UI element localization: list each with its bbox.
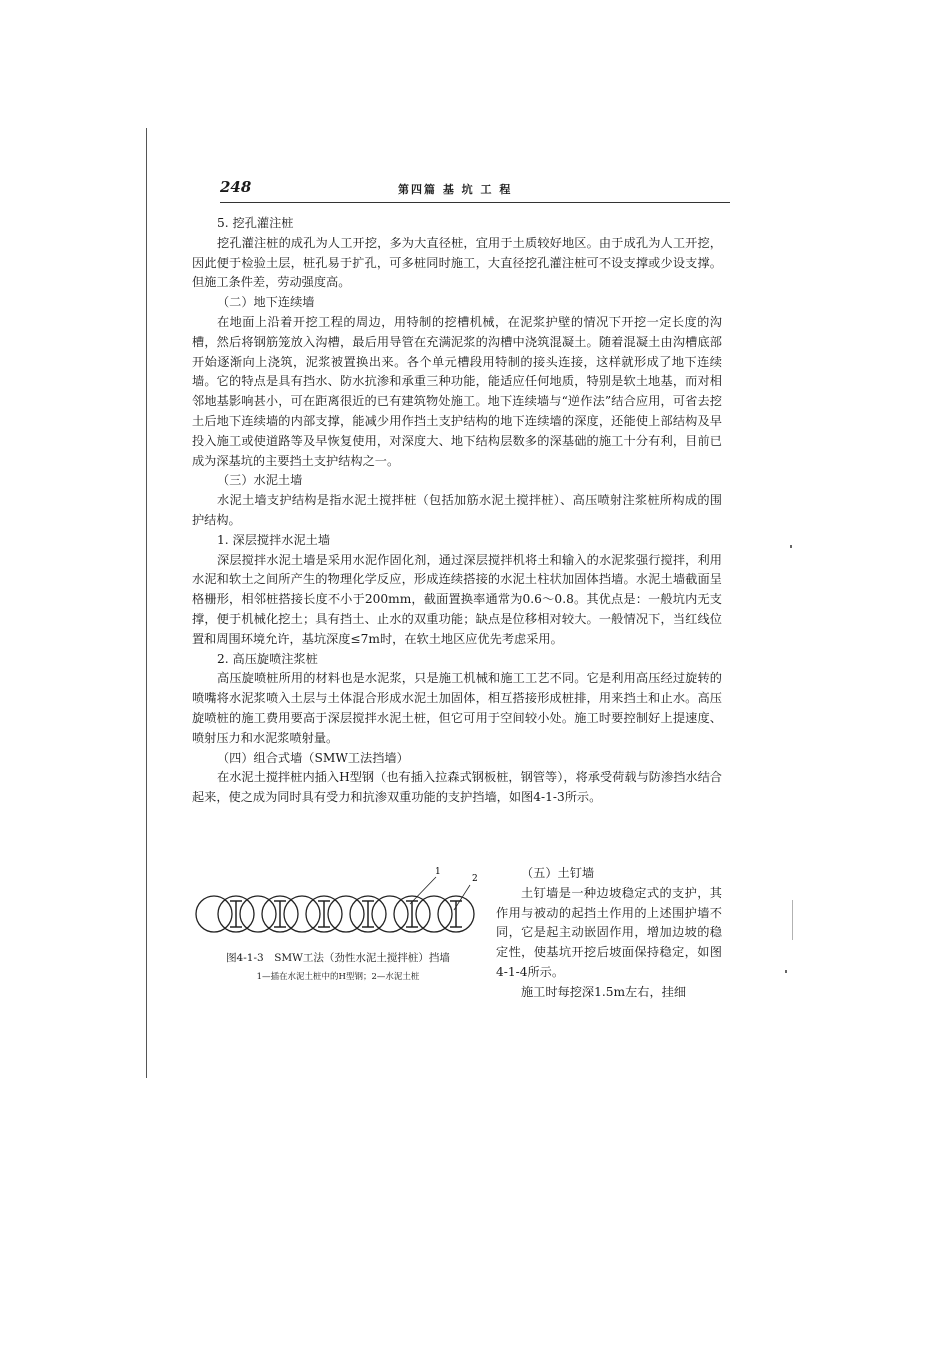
figure-legend: 1—插在水泥土桩中的H型钢；2—水泥土桩 [256,972,420,982]
scan-speck [792,900,793,940]
paragraph-deep-mixing: 深层搅拌水泥土墙是采用水泥作固化剂，通过深层搅拌机将土和输入的水泥浆强行搅拌，利用水泥和软土之间所产生的物理化学反应，形成连续搭接的水泥土柱状加固体挡墙。水泥土墙截面呈格栅形，相邻桩搭接长度不小于200mm，截面置换率通常为0.6～0.8。其优点是：一般坑内无支撑，便于机械化挖土；具有挡土、止水的双重功能；缺点是位移相对较大。一般情况下，当红线位置和周围环境允许，基坑深度≤7m时，在软土地区应优先考虑采用。 [192,552,722,646]
heading-deep-mixing: 1. 深层搅拌水泥土墙 [217,532,331,547]
right-column-text [496,864,722,1003]
heading-bored-pile: 5. 挖孔灌注桩 [217,216,294,230]
heading-smw-wall: （四）组合式墙（SMW工法挡墙） [217,750,409,765]
header-rule [220,202,730,203]
figure-label-1: 1 [435,867,441,877]
paragraph-soil-nail-wall: 土钉墙是一种边坡稳定式的支护，其作用与被动的起挡土作用的上述围护墙不同，它是起主动嵌固作用，增加边坡的稳定性，使基坑开挖后坡面保持稳定，如图4-1-4所示。 [496,885,722,979]
cement-soil-pile [196,896,232,932]
smw-wall-diagram [192,864,484,948]
heading-jet-grouting: 2. 高压旋喷注浆桩 [217,651,318,666]
scan-speck [790,545,792,548]
cement-soil-pile [328,896,364,932]
cement-soil-pile [240,896,276,932]
heading-cement-soil-wall: （三）水泥土墙 [217,473,303,488]
paragraph-soil-nail-construction: 施工时每挖深1.5m左右，挂细 [521,984,687,999]
figure-caption: 图4-1-3 SMW工法（劲性水泥土搅拌桩）挡墙 [226,952,450,964]
figure-label-2: 2 [472,874,478,884]
heading-soil-nail-wall: （五）土钉墙 [521,866,595,880]
cement-soil-pile [284,896,320,932]
scan-speck [785,970,787,973]
body-text [192,214,722,808]
heading-diaphragm-wall: （二）地下连续墙 [217,295,315,310]
paragraph-jet-grouting: 高压旋喷桩所用的材料也是水泥浆，只是施工机械和施工工艺不同。它是利用高压经过旋转的喷嘴将水泥浆喷入土层与土体混合形成水泥土加固体，相互搭接形成桩排，用来挡土和止水。高压旋喷桩的施工费用要高于深层搅拌水泥土桩，但它可用于空间较小处。施工时要控制好上提速度、喷射压力和水泥浆喷射量。 [192,671,722,745]
paragraph-bored-pile: 挖孔灌注桩的成孔为人工开挖，多为大直径桩，宜用于土质较好地区。由于成孔为人工开挖，因此便于检验土层，桩孔易于扩孔，可多桩同时施工，大直径挖孔灌注桩可不设支撑或少设支撑。但施工条件差，劳动强度高。 [192,235,722,290]
cement-soil-pile [372,896,408,932]
leader-line-2 [454,885,470,910]
figure-smw-wall [192,864,484,989]
running-head: 第四篇 基 坑 工 程 [398,183,513,196]
paragraph-smw-wall: 在水泥土搅拌桩内插入H型钢（也有插入拉森式钢板桩，钢管等），将承受荷载与防渗挡水结合起来，使之成为同时具有受力和抗渗双重功能的支护挡墙，如图4-1-3所示。 [192,770,722,805]
cement-soil-pile [416,896,452,932]
page-number: 248 [220,178,252,196]
paragraph-diaphragm-wall: 在地面上沿着开挖工程的周边，用特制的挖槽机械，在泥浆护壁的情况下开挖一定长度的沟槽，然后将钢筋笼放入沟槽，最后用导管在充满泥浆的沟槽中浇筑混凝土。随着混凝土由沟槽底部开始逐渐向上浇筑，泥浆被置换出来。各个单元槽段用特制的接头连接，这样就形成了地下连续墙。它的特点是具有挡水、防水抗渗和承重三种功能，能适应任何地质，特别是软土地基，而对相邻地基影响甚小，可在距离很近的已有建筑物处施工。地下连续墙与“逆作法”结合应用，可省去挖土后地下连续墙的内部支撑，能减少用作挡土支护结构的地下连续墙的深度，还能使上部结构及早投入施工或使道路等及早恢复使用，对深度大、地下结构层数多的深基础的施工十分有利，目前已成为深基坑的主要挡土支护结构之一。 [192,314,722,468]
binding-edge-line [146,128,147,1078]
paragraph-cement-soil-wall: 水泥土墙支护结构是指水泥土搅拌桩（包括加筋水泥土搅拌桩）、高压喷射注浆桩所构成的围护结构。 [192,493,722,527]
